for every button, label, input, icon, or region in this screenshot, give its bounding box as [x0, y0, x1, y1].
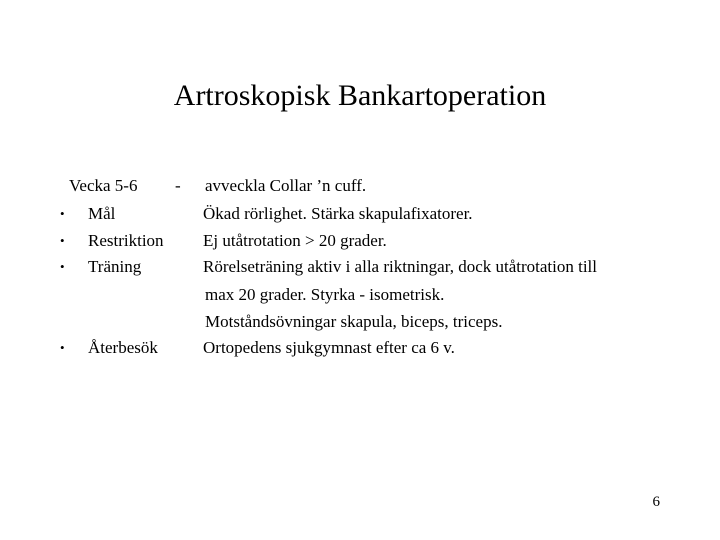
slide-title: Artroskopisk Bankartoperation: [173, 79, 547, 112]
item-label-aterbesok: Återbesök: [88, 338, 158, 357]
item-text-traning-line-3: Motståndsövningar skapula, biceps, triceps.: [205, 312, 503, 331]
item-text-traning-line-2: max 20 grader. Styrka - isometrisk.: [205, 285, 445, 304]
item-text-restriktion: Ej utåtrotation > 20 grader.: [203, 231, 387, 250]
item-label-traning: Träning: [88, 257, 142, 276]
week-label: Vecka 5-6: [69, 176, 138, 195]
item-text-traning-line-1: Rörelseträning aktiv i alla riktningar, dock utåtrotation till: [203, 257, 597, 276]
bullet-icon: •: [60, 233, 65, 248]
item-text-mal: Ökad rörlighet. Stärka skapulafixatorer.: [203, 204, 473, 223]
week-text: avveckla Collar ’n cuff.: [205, 176, 367, 195]
page-number: 6: [652, 494, 660, 510]
item-label-mal: Mål: [88, 204, 116, 223]
bullet-icon: •: [60, 340, 65, 355]
item-label-restriktion: Restriktion: [88, 231, 164, 250]
item-text-aterbesok: Ortopedens sjukgymnast efter ca 6 v.: [203, 338, 455, 357]
week-dash: -: [175, 176, 181, 195]
bullet-icon: •: [60, 206, 65, 221]
bullet-icon: •: [60, 259, 65, 274]
